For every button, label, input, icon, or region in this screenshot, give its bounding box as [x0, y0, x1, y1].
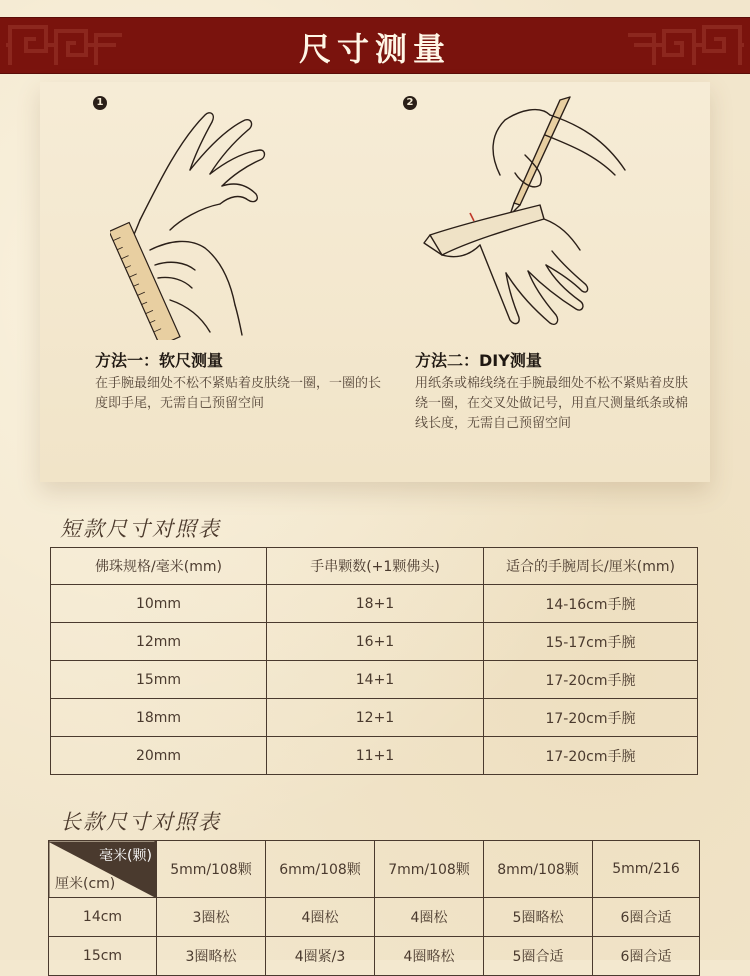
table-cell: 12+1	[267, 699, 484, 737]
table-row	[51, 623, 698, 661]
step-number-1: 1	[93, 96, 107, 110]
column-header: 8mm/108颗	[484, 841, 593, 898]
column-header: 佛珠规格/毫米(mm)	[51, 548, 267, 585]
table-cell: 14-16cm手腕	[484, 585, 698, 623]
diagonal-corner-header	[49, 841, 157, 898]
table-cell: 16+1	[267, 623, 484, 661]
row-label: 15cm	[49, 937, 157, 976]
method-2-title: 方法二：DIY测量	[415, 351, 542, 370]
table-row	[51, 661, 698, 699]
table-header-row	[49, 841, 700, 898]
long-size-table	[48, 840, 700, 976]
corner-top-label: 毫米(颗)	[99, 848, 152, 864]
table-cell: 15mm	[51, 661, 267, 699]
header-banner	[0, 17, 750, 74]
long-table-title: 长款尺寸对照表	[60, 810, 221, 834]
step-number-2: 2	[403, 96, 417, 110]
table-cell: 18+1	[267, 585, 484, 623]
table-cell: 17-20cm手腕	[484, 699, 698, 737]
table-cell: 5圈合适	[484, 937, 593, 976]
row-label: 14cm	[49, 898, 157, 937]
table-cell: 4圈紧/3	[266, 937, 375, 976]
table-cell: 4圈松	[266, 898, 375, 937]
method-1-title: 方法一：软尺测量	[95, 351, 224, 370]
table-cell: 17-20cm手腕	[484, 661, 698, 699]
short-table-title: 短款尺寸对照表	[60, 517, 221, 541]
table-cell: 11+1	[267, 737, 484, 775]
short-size-table	[50, 547, 698, 775]
table-cell: 15-17cm手腕	[484, 623, 698, 661]
table-cell: 3圈松	[157, 898, 266, 937]
table-cell: 12mm	[51, 623, 267, 661]
table-cell: 10mm	[51, 585, 267, 623]
table-cell: 18mm	[51, 699, 267, 737]
column-header: 5mm/108颗	[157, 841, 266, 898]
table-cell: 17-20cm手腕	[484, 737, 698, 775]
method-1-description: 在手腕最细处不松不紧贴着皮肤绕一圈，一圈的长度即手尾，无需自己预留空间	[95, 376, 382, 411]
table-cell: 14+1	[267, 661, 484, 699]
corner-bottom-label: 厘米(cm)	[55, 876, 116, 892]
table-row	[51, 699, 698, 737]
column-header: 6mm/108颗	[266, 841, 375, 898]
table-cell: 6圈合适	[593, 898, 700, 937]
table-cell: 5圈略松	[484, 898, 593, 937]
column-header: 7mm/108颗	[375, 841, 484, 898]
soft-ruler-wrist-illustration	[110, 100, 300, 340]
column-header: 手串颗数(+1颗佛头)	[267, 548, 484, 585]
column-header: 适合的手腕周长/厘米(mm)	[484, 548, 698, 585]
table-cell: 3圈略松	[157, 937, 266, 976]
page-title: 尺寸测量	[298, 30, 451, 68]
table-row	[51, 737, 698, 775]
table-row	[51, 585, 698, 623]
table-cell: 20mm	[51, 737, 267, 775]
table-row	[49, 937, 700, 976]
table-cell: 4圈略松	[375, 937, 484, 976]
diy-paper-strip-illustration	[420, 95, 640, 335]
method-2-description: 用纸条或棉线绕在手腕最细处不松不紧贴着皮肤绕一圈，在交叉处做记号，用直尺测量纸条或棉线长度，无需自己预留空间	[415, 376, 689, 431]
table-header-row	[51, 548, 698, 585]
table-cell: 4圈松	[375, 898, 484, 937]
table-cell: 6圈合适	[593, 937, 700, 976]
table-row	[49, 898, 700, 937]
column-header: 5mm/216	[593, 841, 700, 898]
